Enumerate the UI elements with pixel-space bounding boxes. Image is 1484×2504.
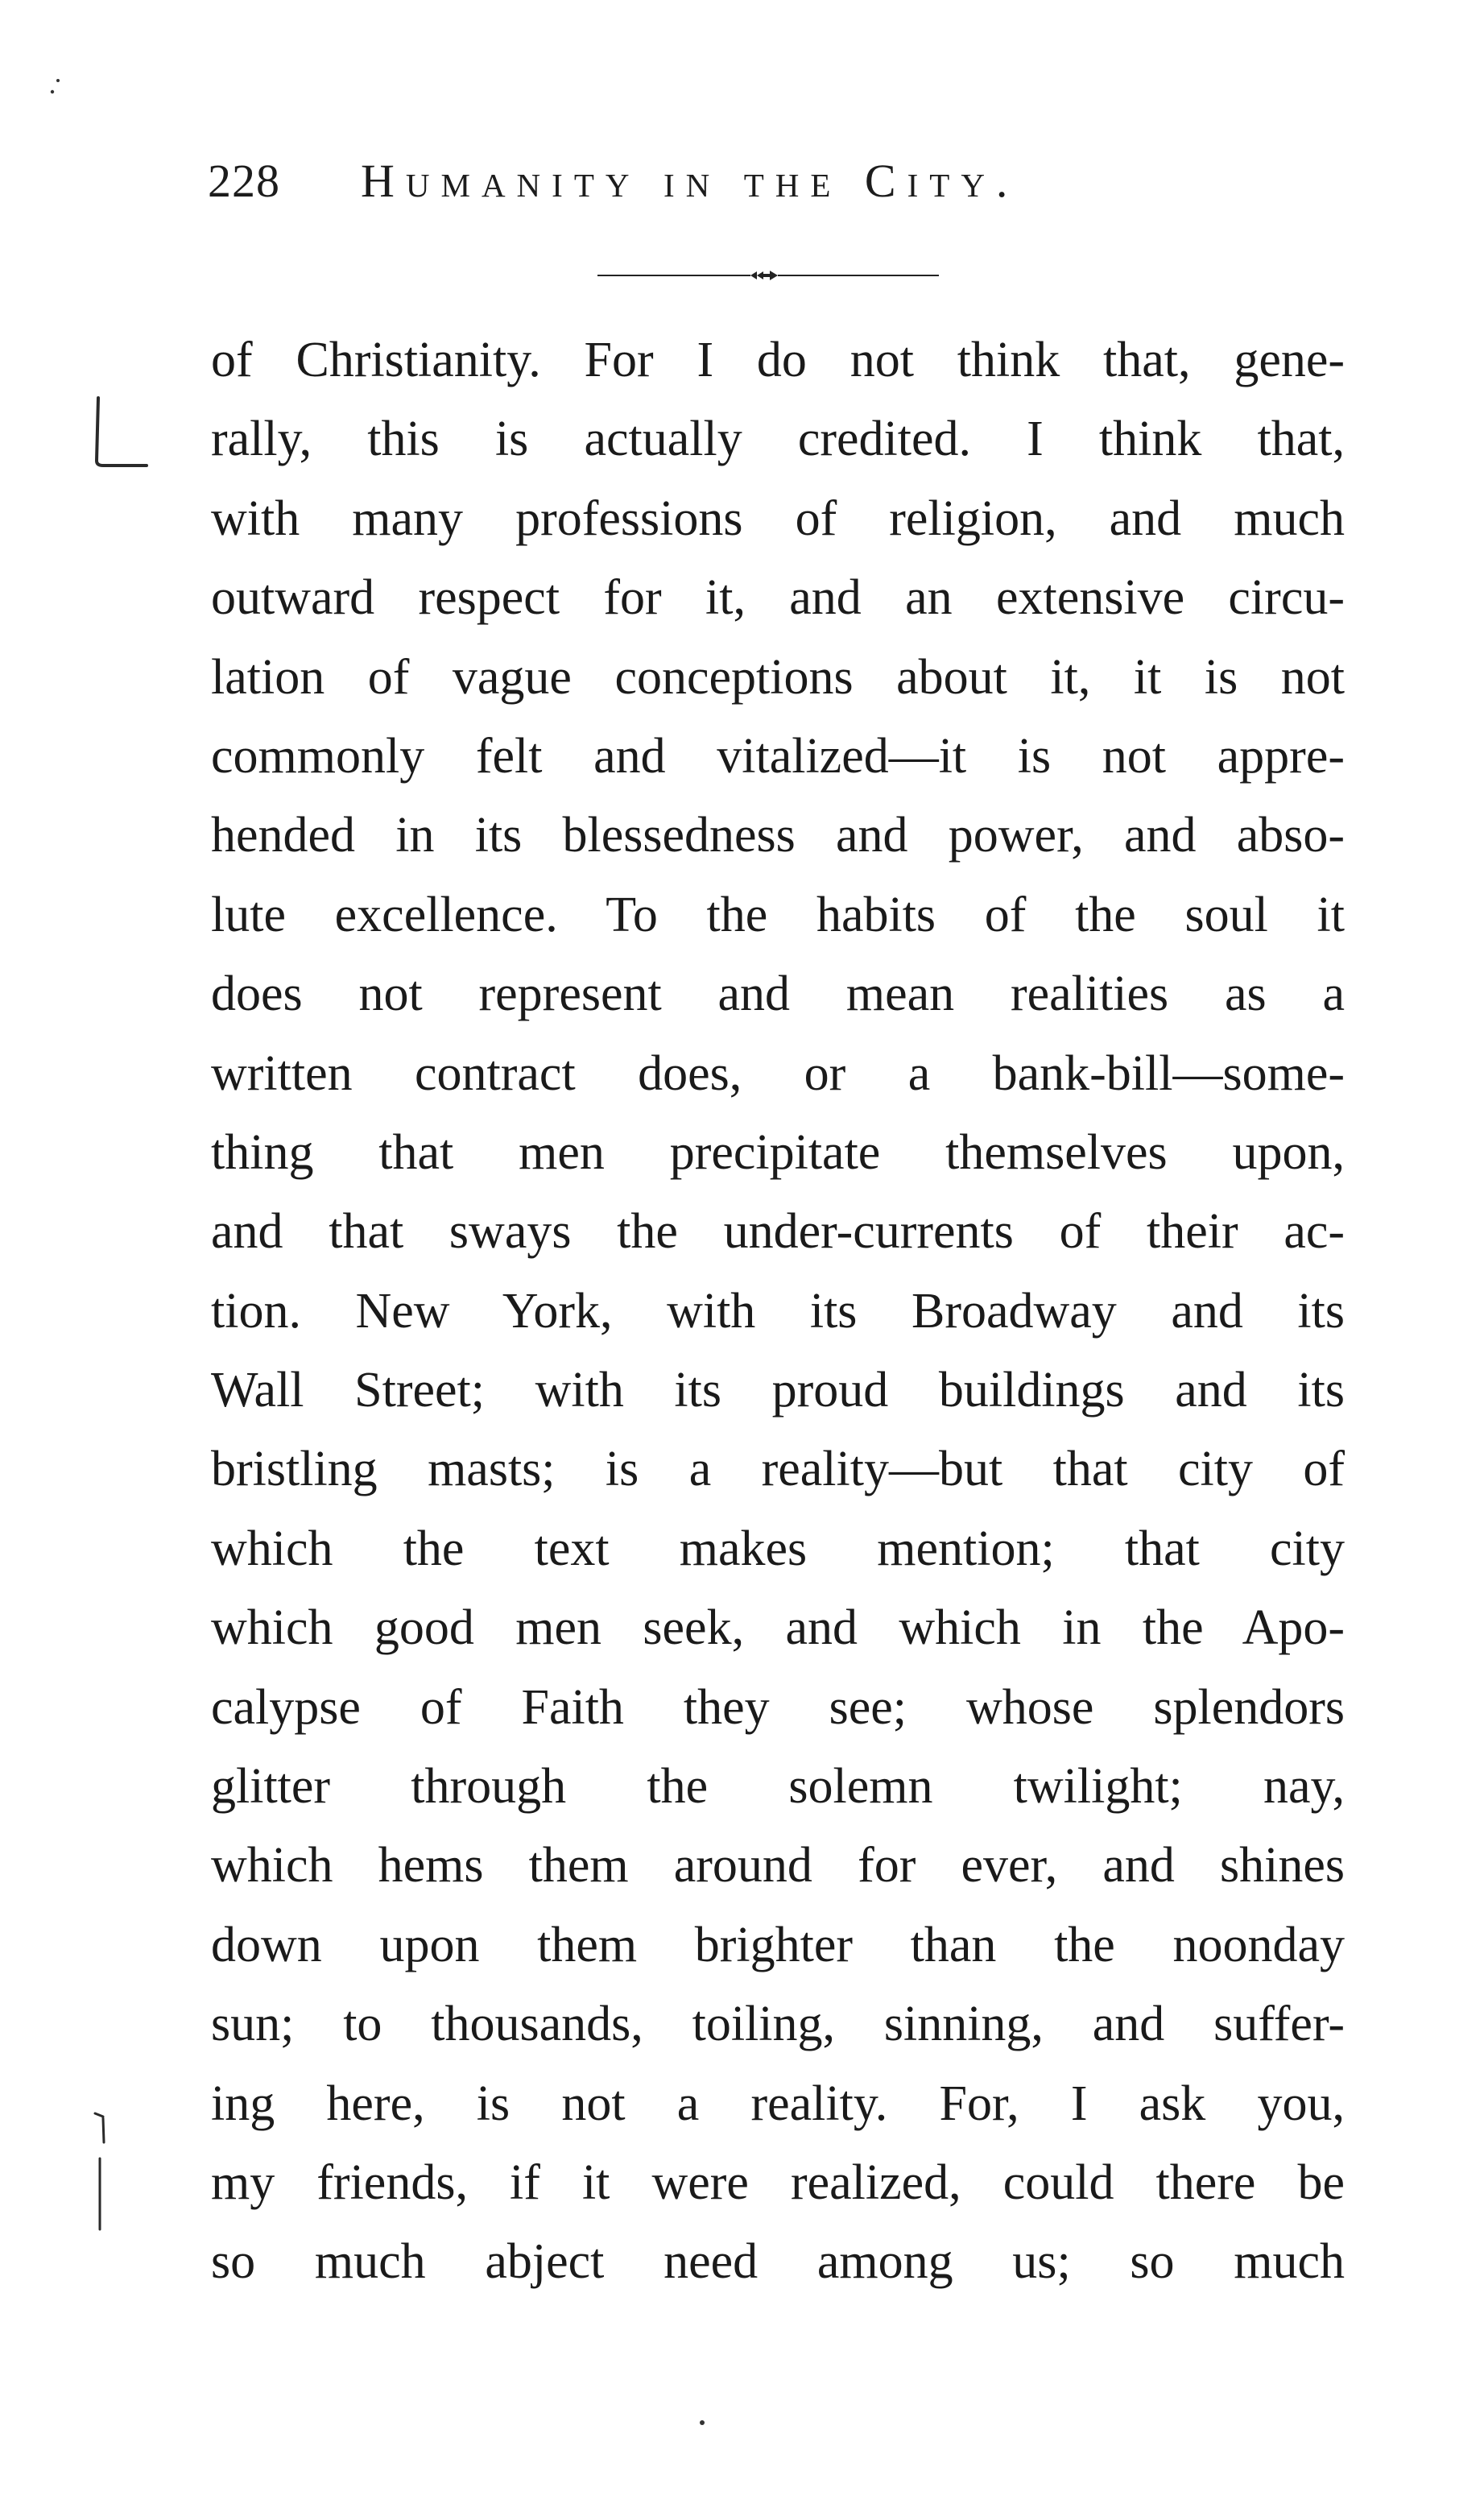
text-line: which good men seek, and which in the Apo- (211, 1600, 1345, 1656)
text-line: my friends, if it were realized, could there be (211, 2154, 1345, 2210)
text-line: hended in its blessedness and power, and abso- (211, 808, 1345, 863)
ink-speck-mark (48, 76, 63, 97)
text-line: commonly felt and vitalized—it is not appre- (211, 728, 1345, 784)
header-ornament-rule (597, 270, 939, 281)
text-line: does not represent and mean realities as a (211, 966, 1345, 1022)
text-line: bristling masts; is a reality—but that city of (211, 1442, 1345, 1497)
text-line: written contract does, or a bank-bill—some- (211, 1045, 1345, 1101)
text-line: which the text makes mention; that city (211, 1521, 1345, 1576)
text-line: lute excellence. To the habits of the soul it (211, 887, 1345, 942)
text-line: of Christianity. For I do not think that, gene- (211, 333, 1345, 387)
pencil-margin-bar-mark (89, 2110, 113, 2239)
text-line: calypse of Faith they see; whose splendors (211, 1679, 1345, 1735)
body-text (211, 321, 1345, 2302)
text-line: rally, this is actually credited. I think that, (211, 412, 1345, 467)
text-line: glitter through the solemn twilight; nay, (211, 1759, 1345, 1815)
text-line: which hems them around for ever, and shines (211, 1838, 1345, 1894)
ornament-rule-right (778, 275, 939, 276)
text-line: down upon them brighter than the noonday (211, 1917, 1345, 1972)
ornament-rule-left (597, 275, 750, 276)
text-line: ing here, is not a reality. For, I ask you, (211, 2076, 1345, 2131)
text-line: tion. New York, with its Broadway and its (211, 1283, 1345, 1339)
ink-speck-mark (697, 2418, 707, 2427)
text-line: and that sways the under-currents of their ac- (211, 1204, 1345, 1260)
pencil-bracket-mark (90, 396, 155, 469)
running-head (208, 153, 1351, 226)
text-line: so much abject need among us; so much (211, 2234, 1345, 2290)
text-line: thing that men precipitate themselves upon, (211, 1124, 1345, 1180)
ornament-arrow-icon (750, 270, 778, 281)
page-number: 228 (208, 155, 280, 207)
running-title: Humanity in the City. (361, 155, 1019, 207)
text-line: sun; to thousands, toiling, sinning, and suffer- (211, 1997, 1345, 2052)
text-line: lation of vague conceptions about it, it is not (211, 649, 1345, 705)
text-line: Wall Street; with its proud buildings and its (211, 1363, 1345, 1418)
text-line: outward respect for it, and an extensive circu- (211, 570, 1345, 626)
text-line: with many professions of religion, and much (211, 490, 1345, 546)
